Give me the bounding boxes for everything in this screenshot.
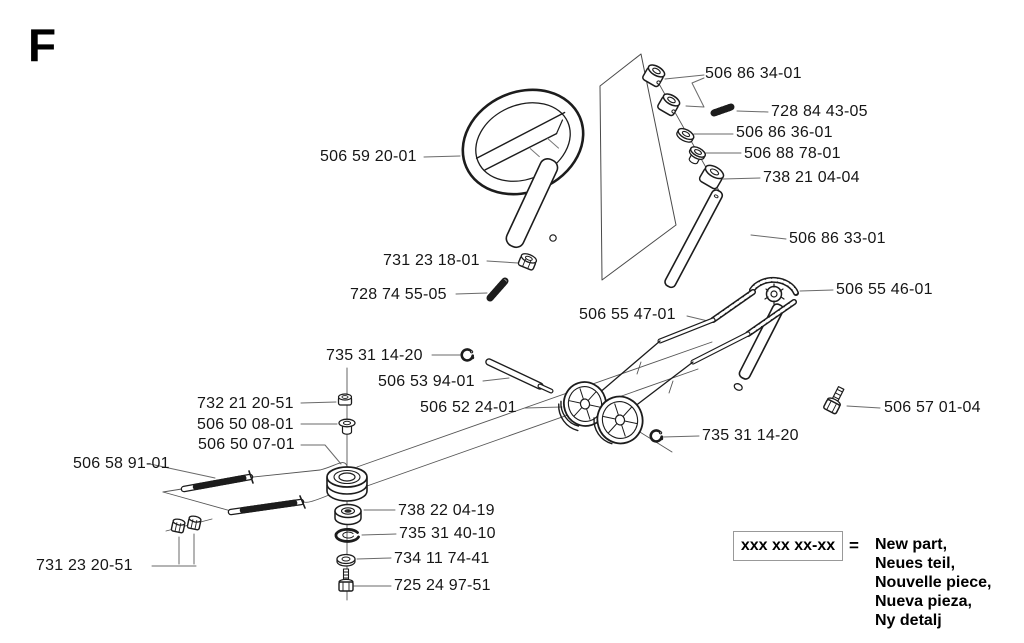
washer-734-11-74-41: [337, 555, 355, 567]
part-label-738-21-04-04: 738 21 04-04: [763, 169, 860, 186]
e-clip-1: [462, 349, 474, 360]
tie-rod-2: [231, 496, 305, 512]
part-label-506-52-24-01: 506 52 24-01: [420, 399, 517, 416]
washer-506-86-36-01: [675, 126, 695, 144]
figure-letter: F: [28, 19, 57, 71]
legend-translations: [875, 535, 992, 630]
legend-line-fr: Nouvelle piece,: [875, 574, 992, 591]
column-screw: [490, 281, 505, 298]
part-label-506-55-46-01: 506 55 46-01: [836, 281, 933, 298]
part-label-731-23-18-01: 731 23 18-01: [383, 252, 480, 269]
set-screw: [714, 107, 731, 113]
bearing-738-22-04-19: [335, 505, 361, 525]
collar-506-86-34-01-a: [642, 63, 667, 88]
part-label-506-86-33-01: 506 86 33-01: [789, 230, 886, 247]
legend-line-es: Nueva pieza,: [875, 593, 972, 610]
column-pin: [550, 235, 556, 241]
chain-sprocket: [752, 280, 796, 304]
part-label-731-23-20-51: 731 23 20-51: [36, 557, 133, 574]
steering-wheel: [446, 71, 600, 213]
part-label-506-86-36-01: 506 86 36-01: [736, 124, 833, 141]
stack-bushing-506-50-08-01: [339, 419, 355, 434]
legend-line-sv: Ny detalj: [875, 612, 942, 629]
shaft-bolt-506-57-01-04: [823, 385, 847, 415]
console-panel-outline: [600, 54, 676, 280]
part-label-506-57-01-04: 506 57 01-04: [884, 399, 981, 416]
steering-shaft-upper: [663, 188, 723, 289]
lock-nut-a: [171, 518, 185, 533]
part-label-735-31-40-10: 735 31 40-10: [399, 525, 496, 542]
shaft-506-53-94-01: [489, 362, 551, 391]
part-label-738-22-04-19: 738 22 04-19: [398, 502, 495, 519]
legend-part-pattern: xxx xx xx-xx: [733, 531, 843, 561]
part-label-506-55-47-01: 506 55 47-01: [579, 306, 676, 323]
collar-738-21-04-04: [698, 163, 725, 190]
stack-nut-732-21-20-51: [339, 394, 352, 405]
legend-line-de: Neues teil,: [875, 555, 956, 572]
chain-runs: [713, 292, 794, 334]
part-label-728-74-55-05: 728 74 55-05: [350, 286, 447, 303]
part-label-506-50-08-01: 506 50 08-01: [197, 416, 294, 433]
lock-nut-b: [187, 515, 201, 530]
hub-pulley-506-50-07-01: [327, 467, 367, 501]
legend-equals-sign: =: [849, 536, 859, 555]
part-label-734-11-74-41: 734 11 74-41: [394, 550, 490, 567]
part-label-732-21-20-51: 732 21 20-51: [197, 395, 294, 412]
part-label-506-88-78-01: 506 88 78-01: [744, 145, 841, 162]
e-clip-2: [651, 430, 663, 441]
hub-bolt-725-24-97-51: [339, 569, 353, 591]
part-label-506-50-07-01: 506 50 07-01: [198, 436, 295, 453]
part-label-506-86-34-01: 506 86 34-01: [705, 65, 802, 82]
part-label-506-59-20-01: 506 59 20-01: [320, 148, 417, 165]
legend-line-en: New part,: [875, 536, 948, 553]
part-label-506-58-91-01: 506 58 91-01: [73, 455, 170, 472]
part-label-725-24-97-51: 725 24 97-51: [394, 577, 491, 594]
column-nut: [518, 252, 538, 271]
part-label-735-31-14-20-b: 735 31 14-20: [702, 427, 799, 444]
part-label-735-31-14-20-a: 735 31 14-20: [326, 347, 423, 364]
part-label-506-53-94-01: 506 53 94-01: [378, 373, 475, 390]
part-label-728-84-43-05: 728 84 43-05: [771, 103, 868, 120]
collar-506-86-34-01-b: [657, 92, 682, 117]
